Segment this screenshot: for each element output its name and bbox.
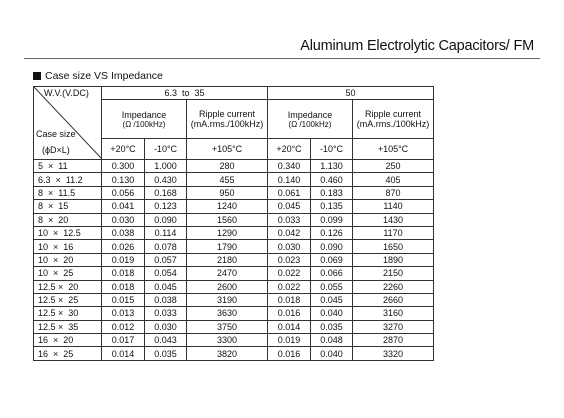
value-cell: 1.130: [311, 160, 353, 173]
value-cell: 0.019: [268, 334, 311, 347]
table-row: [34, 293, 434, 306]
value-cell: 0.033: [145, 307, 187, 320]
value-cell: 0.030: [268, 240, 311, 253]
section-heading: [33, 70, 163, 82]
value-cell: 0.430: [145, 173, 187, 186]
temp-header: +105°C: [353, 139, 434, 160]
ripple-header-2: Ripple current (mA.rms./100kHz): [353, 100, 434, 139]
value-cell: 870: [353, 186, 434, 199]
value-cell: 0.460: [311, 173, 353, 186]
value-cell: 0.130: [102, 173, 145, 186]
table-row: [34, 226, 434, 239]
table-corner-header: [34, 87, 102, 160]
value-cell: 1650: [353, 240, 434, 253]
case-size-cell: 8 × 11.5: [34, 186, 102, 199]
case-size-cell: 10 × 20: [34, 253, 102, 266]
value-cell: 0.026: [102, 240, 145, 253]
value-cell: 0.033: [268, 213, 311, 226]
case-size-cell: 16 × 25: [34, 347, 102, 360]
case-size-cell: 12.5 × 35: [34, 320, 102, 333]
value-cell: 0.090: [311, 240, 353, 253]
value-cell: 0.140: [268, 173, 311, 186]
case-size-cell: 12.5 × 30: [34, 307, 102, 320]
value-cell: 0.045: [311, 293, 353, 306]
value-cell: 0.018: [102, 280, 145, 293]
section-title: Case size VS Impedance: [45, 70, 163, 82]
table-row: [34, 320, 434, 333]
table-row: [34, 160, 434, 173]
table-row: [34, 186, 434, 199]
value-cell: 1.000: [145, 160, 187, 173]
value-cell: 0.016: [268, 347, 311, 360]
value-cell: 0.069: [311, 253, 353, 266]
value-cell: 0.048: [311, 334, 353, 347]
case-size-cell: 8 × 20: [34, 213, 102, 226]
value-cell: 1560: [187, 213, 268, 226]
value-cell: 0.015: [102, 293, 145, 306]
case-size-label: Case size: [36, 129, 76, 139]
page-header-title: Aluminum Electrolytic Capacitors/ FM: [300, 38, 534, 54]
value-cell: 3320: [353, 347, 434, 360]
value-cell: 0.078: [145, 240, 187, 253]
value-cell: 455: [187, 173, 268, 186]
case-size-unit: (ϕD×L): [42, 145, 70, 155]
table-row: [34, 253, 434, 266]
value-cell: 0.018: [268, 293, 311, 306]
square-bullet-icon: [33, 72, 41, 80]
table-row: [34, 347, 434, 360]
value-cell: 0.061: [268, 186, 311, 199]
value-cell: 0.045: [268, 200, 311, 213]
temp-header: +20°C: [268, 139, 311, 160]
table-row: [34, 173, 434, 186]
value-cell: 0.040: [311, 307, 353, 320]
wv-label: W.V.(V.DC): [44, 88, 89, 98]
value-cell: 2600: [187, 280, 268, 293]
table-row: [34, 240, 434, 253]
temp-header: +105°C: [187, 139, 268, 160]
value-cell: 0.183: [311, 186, 353, 199]
impedance-header-2: Impedance (Ω /100kHz): [268, 100, 353, 139]
value-cell: 0.099: [311, 213, 353, 226]
value-cell: 0.123: [145, 200, 187, 213]
value-cell: 0.018: [102, 267, 145, 280]
value-cell: 2470: [187, 267, 268, 280]
value-cell: 0.126: [311, 226, 353, 239]
value-cell: 2870: [353, 334, 434, 347]
case-size-cell: 8 × 15: [34, 200, 102, 213]
value-cell: 0.045: [145, 280, 187, 293]
value-cell: 280: [187, 160, 268, 173]
value-cell: 0.014: [102, 347, 145, 360]
value-cell: 0.055: [311, 280, 353, 293]
value-cell: 0.014: [268, 320, 311, 333]
value-cell: 0.054: [145, 267, 187, 280]
case-size-cell: 5 × 11: [34, 160, 102, 173]
value-cell: 0.013: [102, 307, 145, 320]
value-cell: 3270: [353, 320, 434, 333]
case-size-cell: 6.3 × 11.2: [34, 173, 102, 186]
temp-header: +20°C: [102, 139, 145, 160]
case-size-cell: 10 × 16: [34, 240, 102, 253]
case-size-cell: 12.5 × 20: [34, 280, 102, 293]
value-cell: 3160: [353, 307, 434, 320]
ripple-header-1: Ripple current (mA.rms./100kHz): [187, 100, 268, 139]
table-row: [34, 334, 434, 347]
value-cell: 0.168: [145, 186, 187, 199]
value-cell: 1140: [353, 200, 434, 213]
table-row: [34, 213, 434, 226]
value-cell: 950: [187, 186, 268, 199]
value-cell: 2260: [353, 280, 434, 293]
table-row: [34, 280, 434, 293]
value-cell: 0.016: [268, 307, 311, 320]
voltage-group-1: 6.3 to 35: [102, 87, 268, 100]
value-cell: 0.022: [268, 267, 311, 280]
value-cell: 0.040: [311, 347, 353, 360]
value-cell: 0.012: [102, 320, 145, 333]
value-cell: 405: [353, 173, 434, 186]
value-cell: 2180: [187, 253, 268, 266]
value-cell: 1790: [187, 240, 268, 253]
case-size-cell: 16 × 20: [34, 334, 102, 347]
value-cell: 0.056: [102, 186, 145, 199]
value-cell: 0.066: [311, 267, 353, 280]
table-row: [34, 200, 434, 213]
table-row: [34, 267, 434, 280]
value-cell: 0.090: [145, 213, 187, 226]
value-cell: 0.038: [145, 293, 187, 306]
value-cell: 1430: [353, 213, 434, 226]
header-divider: [24, 58, 540, 59]
value-cell: 0.057: [145, 253, 187, 266]
value-cell: 0.043: [145, 334, 187, 347]
value-cell: 0.038: [102, 226, 145, 239]
voltage-group-2: 50: [268, 87, 434, 100]
value-cell: 0.022: [268, 280, 311, 293]
impedance-table: [33, 86, 434, 361]
temp-header: -10°C: [145, 139, 187, 160]
table-body: [34, 160, 434, 361]
value-cell: 3300: [187, 334, 268, 347]
value-cell: 0.023: [268, 253, 311, 266]
table-row: [34, 307, 434, 320]
value-cell: 0.019: [102, 253, 145, 266]
value-cell: 1890: [353, 253, 434, 266]
value-cell: 3820: [187, 347, 268, 360]
value-cell: 0.041: [102, 200, 145, 213]
value-cell: 0.035: [311, 320, 353, 333]
value-cell: 0.030: [145, 320, 187, 333]
value-cell: 3630: [187, 307, 268, 320]
case-size-cell: 10 × 25: [34, 267, 102, 280]
value-cell: 1240: [187, 200, 268, 213]
value-cell: 1170: [353, 226, 434, 239]
value-cell: 0.035: [145, 347, 187, 360]
temp-header: -10°C: [311, 139, 353, 160]
value-cell: 0.017: [102, 334, 145, 347]
value-cell: 0.042: [268, 226, 311, 239]
value-cell: 2660: [353, 293, 434, 306]
value-cell: 0.114: [145, 226, 187, 239]
value-cell: 0.340: [268, 160, 311, 173]
case-size-cell: 12.5 × 25: [34, 293, 102, 306]
value-cell: 0.300: [102, 160, 145, 173]
case-size-cell: 10 × 12.5: [34, 226, 102, 239]
value-cell: 0.135: [311, 200, 353, 213]
value-cell: 250: [353, 160, 434, 173]
impedance-header-1: Impedance (Ω /100kHz): [102, 100, 187, 139]
value-cell: 1290: [187, 226, 268, 239]
value-cell: 3190: [187, 293, 268, 306]
value-cell: 3750: [187, 320, 268, 333]
value-cell: 0.030: [102, 213, 145, 226]
value-cell: 2150: [353, 267, 434, 280]
